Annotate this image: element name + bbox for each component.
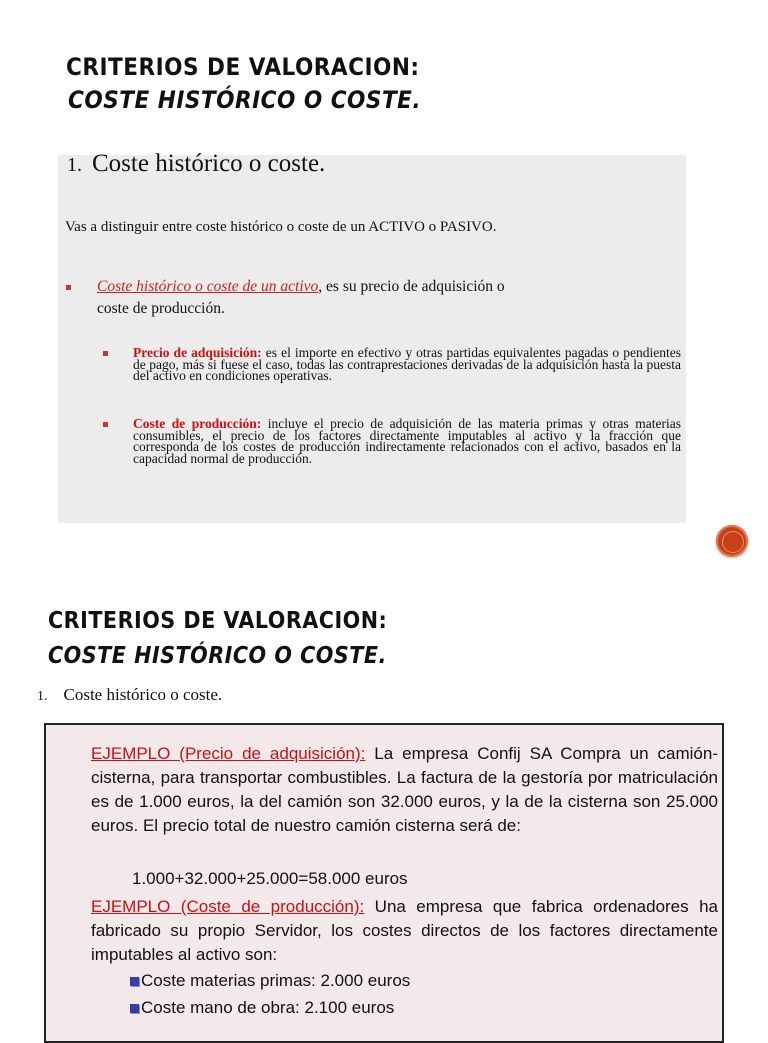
section-heading — [37, 685, 222, 705]
bullet1-text: , es su precio de adquisición o — [318, 278, 505, 295]
slide-subtitle: COSTE HISTÓRICO O COSTE. — [48, 643, 387, 669]
slide-title: CRITERIOS DE VALORACION: — [66, 53, 420, 81]
list-item-text: Coste mano de obra: 2.100 euros — [141, 998, 395, 1017]
bullet-coste-activo — [66, 276, 666, 320]
example-box — [44, 723, 724, 1043]
example-precio-adquisicion — [91, 742, 718, 838]
coste-produccion-label: Coste de producción: — [133, 416, 262, 431]
example1-text: La empresa Confij SA Compra un camión-cisterna, para transportar combustibles. La factura de la gestoría por matriculación es de 1.000 euros, la del camión son 32.000 euros, y la de la cisterna son 25.000 euros. El precio total de nuestro camión cisterna será de: — [91, 744, 718, 835]
slide-title: CRITERIOS DE VALORACION: — [48, 608, 388, 634]
section-title: Coste histórico o coste. — [63, 685, 223, 704]
slide-nav-dot-icon[interactable] — [716, 525, 748, 557]
intro-text: Vas a distinguir entre coste histórico o coste de un ACTIVO o PASIVO. — [65, 219, 497, 235]
content-panel — [58, 155, 686, 523]
bullet-square-icon — [130, 977, 139, 986]
coste-activo-link[interactable]: Coste histórico o coste de un activo — [97, 278, 319, 295]
precio-adquisicion-label: Precio de adquisición: — [133, 345, 262, 360]
bullet-square-icon — [130, 1004, 139, 1013]
section-heading — [67, 150, 325, 178]
section-number: 1. — [37, 689, 48, 704]
section-title: Coste histórico o coste. — [92, 150, 326, 177]
list-item — [130, 969, 410, 993]
list-item — [130, 996, 394, 1020]
sub-bullet-coste-produccion — [103, 418, 681, 464]
bullet-square-icon — [66, 285, 71, 290]
example1-formula: 1.000+32.000+25.000=58.000 euros — [132, 869, 408, 888]
list-item-text: Coste materias primas: 2.000 euros — [141, 971, 411, 990]
section-number: 1. — [67, 154, 82, 176]
example2-text: Una empresa que fabrica ordenadores ha fabricado su propio Servidor, los costes directos de los factores directamente imputables al activo son: — [91, 897, 718, 964]
slide-subtitle: COSTE HISTÓRICO O COSTE. — [68, 86, 422, 114]
coste-produccion-text: incluye el precio de adquisición de las materia primas y otras materias consumibles, el precio de los factores directamente imputables al activo y la fracción que corresponda de los costes de producción indirectamente relacionados con el activo, basados en la capacidad normal de producción. — [133, 416, 681, 466]
sub-bullet-precio-adquisicion — [103, 347, 681, 382]
slide-2 — [0, 575, 768, 1024]
precio-adquisicion-text: es el importe en efectivo y otras partidas equivalentes pagadas o pendientes de pago, más si fuese el caso, todas las contraprestaciones derivadas de la adquisición hasta la puesta del activo en condiciones operativas. — [133, 345, 681, 383]
bullet-square-icon — [103, 422, 108, 427]
example2-label: EJEMPLO (Coste de producción): — [91, 897, 365, 916]
example-coste-produccion — [91, 895, 718, 967]
bullet1-text-cont: coste de producción. — [97, 300, 225, 317]
example1-label: EJEMPLO (Precio de adquisición): — [91, 744, 366, 763]
bullet-square-icon — [103, 351, 108, 356]
